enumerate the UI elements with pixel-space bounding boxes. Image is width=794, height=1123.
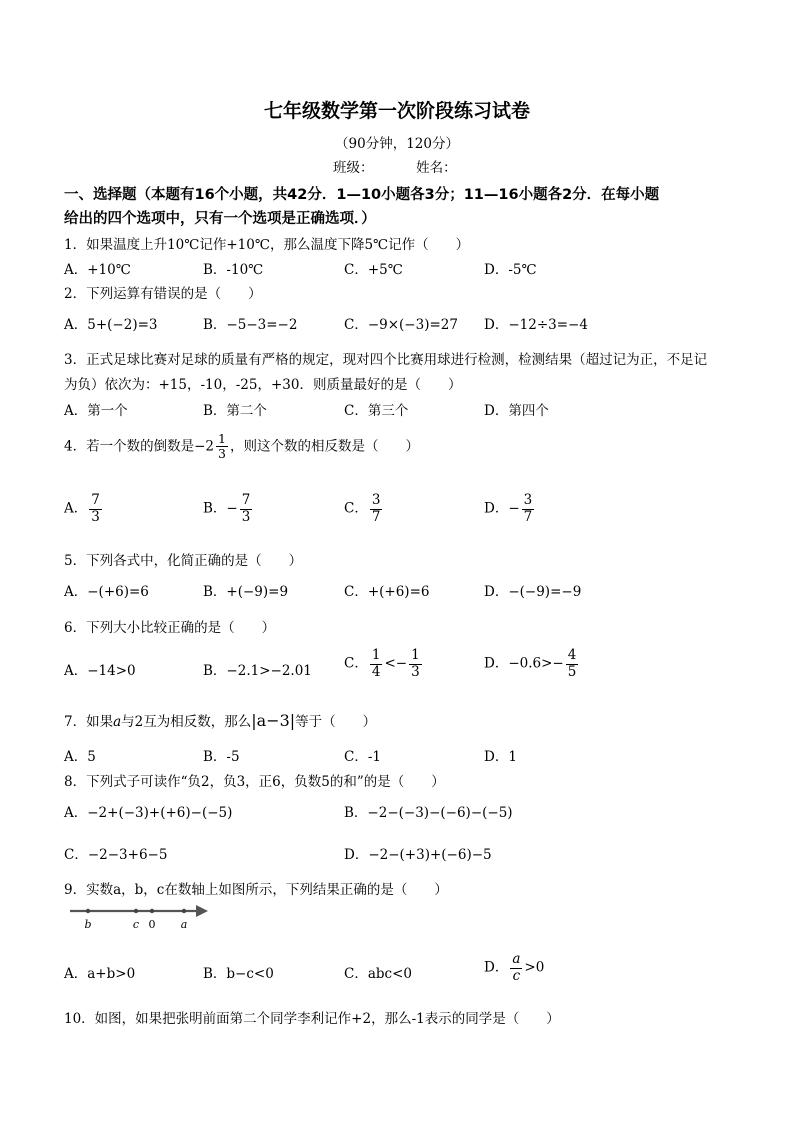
q4-option-d: D．− $\frac{3}{7}$ [484,492,533,525]
q1-option-b: B．-10℃ [203,262,264,278]
q8-option-c: C．−2−3+6−5 [64,847,168,863]
q3-option-c: C．第三个 [344,403,409,419]
q4-stem-end: ，则这个数的相反数是（ ） [229,438,419,455]
section-heading-line2: 给出的四个选项中，只有一个选项是正确选项．） [64,211,376,227]
q8-option-b: B．−2−(−3)−(−6)−(−5) [344,805,513,821]
question-3-stem-line1: 3．正式足球比赛对足球的质量有严格的规定，现对四个比赛用球进行检测，检测结果（超过记为正，不足记 [64,352,708,368]
q7-option-b: B．-5 [203,749,240,765]
q8-option-a: A．−2+(−3)+(+6)−(−5) [64,805,233,821]
q9-option-b: B．b−c<0 [203,966,274,982]
q6-option-d: D．−0.6>− $\frac{4}{5}$ [484,647,577,680]
q4-option-a: A． $\frac{7}{3}$ [64,492,100,525]
number-line-point-0 [150,909,154,913]
q1-option-a: A．+10℃ [64,262,131,278]
question-9-stem: 9．实数a，b，c在数轴上如图所示，下列结果正确的是（ ） [64,882,448,898]
number-line-label-b: b [84,918,92,931]
q7-option-a: A．5 [64,749,96,765]
q3-option-a: A．第一个 [64,403,128,419]
number-line-point-a [182,909,186,913]
number-line-figure [64,900,214,934]
question-6-stem: 6．下列大小比较正确的是（ ） [64,620,276,636]
q1-option-d: D．-5℃ [484,262,537,278]
q7-option-c: C．-1 [344,749,381,765]
question-5-stem: 5．下列各式中，化简正确的是（ ） [64,553,303,569]
number-line-point-c [134,909,138,913]
q6-option-c: C． $\frac{1}{4}$ <− $\frac{1}{3}$ [344,647,420,680]
question-7-stem: 7．如果a与2互为相反数，那么|a−3|等于（ ） [64,711,377,730]
question-8-stem: 8．下列式子可读作“负2，负3，正6，负数5的和”的是（ ） [64,774,445,790]
q4-mixed-number-fraction: $\frac{1}{3}$ [218,431,226,462]
number-line-label-a: a [180,918,188,931]
number-line-point-b [86,909,90,913]
q9-option-a: A．a+b>0 [64,966,136,982]
page-title: 七年级数学第一次阶段练习试卷 [263,100,530,122]
q1-option-c: C．+5℃ [344,262,403,278]
q7-option-d: D．1 [484,749,517,765]
q6-option-b: B．−2.1>−2.01 [203,663,312,679]
q2-option-a: A．5+(−2)=3 [64,317,158,333]
q5-option-d: D．−(−9)=−9 [484,584,582,600]
question-2-stem: 2．下列运算有错误的是（ ） [64,286,262,302]
q5-option-b: B．+(−9)=9 [203,584,289,600]
number-line-label-0: 0 [148,918,156,931]
q5-option-c: C．+(+6)=6 [344,584,430,600]
name-label: 姓名： [416,160,457,176]
number-line-arrow-icon [196,905,208,917]
q2-option-d: D．−12÷3=−4 [484,317,588,333]
question-3-stem-line2: 为负）依次为：+15，-10，-25，+30．则质量最好的是（ ） [64,377,462,393]
question-10-stem: 10．如图，如果把张明前面第二个同学李利记作+2，那么-1表示的同学是（ ） [64,1011,560,1027]
exam-duration-score: （90分钟，120分） [335,136,459,152]
q4-option-b: B．− $\frac{7}{3}$ [203,492,251,525]
q7-variable-a: a [113,714,122,730]
q7-absolute-expression: |a−3| [251,711,296,730]
q8-option-d: D．−2−(+3)+(−6)−5 [344,847,492,863]
class-label: 班级： [333,160,374,176]
q4-option-c: C． $\frac{3}{7}$ [344,492,381,525]
q3-option-b: B．第二个 [203,403,267,419]
q5-option-a: A．−(+6)=6 [64,584,149,600]
q9-option-d: D． $\frac{a}{c}$ >0 [484,951,545,984]
section-heading-line1: 一、选择题（本题有16个小题，共42分．1—10小题各3分；11—16小题各2分．在每小题 [64,187,660,203]
q4-mixed-number-whole: −2 [194,438,214,455]
question-4-stem [64,432,419,462]
q3-option-d: D．第四个 [484,403,549,419]
question-1-stem: 1．如果温度上升10℃记作+10℃，那么温度下降5℃记作（ ） [64,237,470,253]
number-line-label-c: c [132,918,140,931]
q2-option-b: B．−5−3=−2 [203,317,298,333]
q9-option-c: C．abc<0 [344,966,412,982]
class-field [333,156,457,176]
q4-stem-start: 4．若一个数的倒数是 [64,438,195,455]
q6-option-a: A．−14>0 [64,663,136,679]
q2-option-c: C．−9×(−3)=27 [344,317,458,333]
